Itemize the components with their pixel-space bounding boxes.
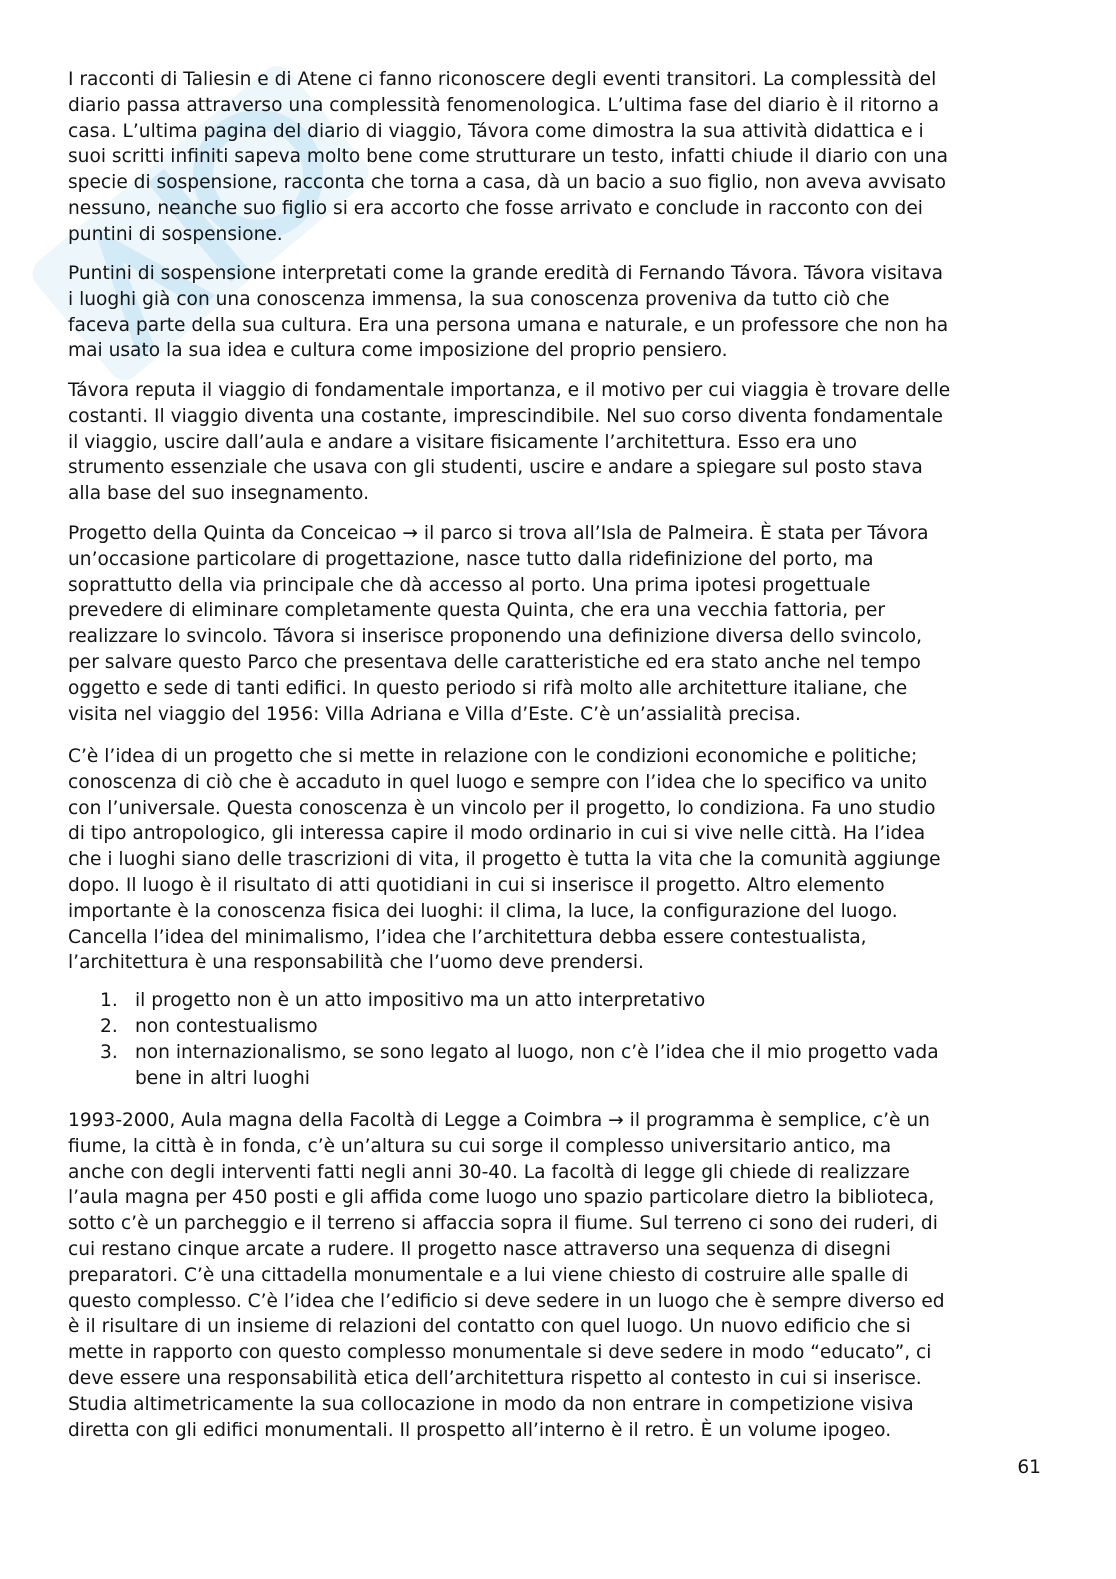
list-number: 1.: [100, 990, 118, 1011]
paragraph-line: dopo. Il luogo è il risultato di atti quotidiani in cui si inserisce il progetto. Altro elemento: [68, 875, 885, 896]
paragraph-line: sotto c’è un parcheggio e il terreno si affaccia sopra il fiume. Sul terreno ci sono dei ruderi, di: [68, 1213, 938, 1235]
paragraph-line: nessuno, neanche suo figlio si era accorto che fosse arrivato e conclude in racconto con dei: [68, 198, 923, 219]
paragraph-line: è il risultare di un insieme di relazioni del contatto con quel luogo. Un nuovo edificio che si: [68, 1316, 911, 1338]
paragraph-line: oggetto e sede di tanti edifici. In questo periodo si rifà molto alle architetture italiane, che: [68, 677, 908, 699]
list-item-line: il progetto non è un atto impositivo ma un atto interpretativo: [135, 990, 706, 1011]
paragraph-line: per salvare questo Parco che presentava delle caratteristiche ed era stato anche nel tempo: [68, 652, 921, 673]
paragraph-line: I racconti di Taliesin e di Atene ci fanno riconoscere degli eventi transitori. La complessità del: [68, 69, 937, 90]
paragraph-line: Studia altimetricamente la sua collocazione in modo da non entrare in competizione visiva: [68, 1393, 914, 1415]
paragraph-line: Távora reputa il viaggio di fondamentale importanza, e il motivo per cui viaggia è trovare delle: [68, 380, 951, 401]
paragraph-line: soprattutto della via principale che dà accesso al porto. Una prima ipotesi progettuale: [68, 574, 871, 596]
paragraph-line: 1993-2000, Aula magna della Facoltà di Legge a Coimbra → il programma è semplice, c’è un: [68, 1110, 930, 1131]
list-item-line: non internazionalismo, se sono legato al luogo, non c’è l’idea che il mio progetto vada: [135, 1042, 939, 1063]
paragraph-line: importante è la conoscenza fisica dei luoghi: il clima, la luce, la configurazione del luogo.: [68, 900, 898, 922]
page-number: 61: [1017, 1457, 1041, 1478]
list-item-line: non contestualismo: [135, 1016, 318, 1037]
paragraph-line: alla base del suo insegnamento.: [68, 483, 369, 505]
paragraph-line: realizzare lo svincolo. Távora si inserisce proponendo una definizione diversa dello svincolo,: [68, 626, 923, 648]
paragraph-line: specie di sospensione, racconta che torna a casa, dà un bacio a suo figlio, non aveva avvisato: [68, 172, 946, 194]
list-item-line: bene in altri luoghi: [135, 1067, 310, 1089]
paragraph-line: C’è l’idea di un progetto che si mette in relazione con le condizioni economiche e politiche;: [68, 746, 918, 767]
paragraph-line: di tipo antropologico, gli interessa capire il modo ordinario in cui si vive nelle città. Ha l’idea: [68, 823, 926, 845]
paragraph-line: Progetto della Quinta da Conceicao → il parco si trova all’Isla de Palmeira. È stata per Távora: [68, 523, 929, 544]
paragraph-line: i luoghi già con una conoscenza immensa, la sua conoscenza proveniva da tutto ciò che: [68, 288, 890, 310]
paragraph-line: l’architettura è una responsabilità che l’uomo deve prendersi.: [68, 952, 644, 974]
paragraph-line: l’aula magna per 450 posti e gli affida come luogo uno spazio particolare dietro la biblioteca,: [68, 1187, 935, 1209]
paragraph-line: costanti. Il viaggio diventa una costante, imprescindibile. Nel suo corso diventa fondamentale: [68, 405, 943, 427]
paragraph-line: conoscenza di ciò che è accaduto in quel luogo e sempre con l’idea che lo specifico va unito: [68, 771, 928, 793]
paragraph-line: diretta con gli edifici monumentali. Il prospetto all’interno è il retro. È un volume ipogeo.: [68, 1419, 892, 1441]
paragraph-line: diario passa attraverso una complessità fenomenologica. L’ultima fase del diario è il ritorno a: [68, 94, 940, 116]
paragraph-line: suoi scritti infiniti sapeva molto bene come strutturare un testo, infatti chiude il diario con una: [68, 146, 948, 168]
list-number: 3.: [100, 1042, 118, 1063]
paragraph-line: cui restano cinque arcate a rudere. Il progetto nasce attraverso una sequenza di disegni: [68, 1239, 891, 1260]
paragraph-line: prevedere di eliminare completamente questa Quinta, che era una vecchia fattoria, per: [68, 600, 885, 622]
paragraph-line: che i luoghi siano delle trascrizioni di vita, il progetto è tutta la vita che la comunità aggiunge: [68, 849, 941, 871]
paragraph-line: preparatori. C’è una cittadella monumentale e a lui viene chiesto di costruire alle spalle di: [68, 1264, 909, 1286]
paragraph-line: questo complesso. C’è l’idea che l’edificio si deve sedere in un luogo che è sempre diverso ed: [68, 1290, 945, 1312]
paragraph-line: il viaggio, uscire dall’aula e andare a visitare fisicamente l’architettura. Esso era uno: [68, 431, 857, 453]
paragraph-line: con l’universale. Questa conoscenza è un vincolo per il progetto, lo condiziona. Fa uno studio: [68, 797, 936, 819]
paragraph-line: faceva parte della sua cultura. Era una persona umana e naturale, e un professore che non ha: [68, 314, 949, 336]
paragraph-line: casa. L’ultima pagina del diario di viaggio, Távora come dimostra la sua attività didattica e i: [68, 120, 924, 142]
paragraph-line: puntini di sospensione.: [68, 223, 283, 245]
paragraph-line: visita nel viaggio del 1956: Villa Adriana e Villa d’Este. C’è un’assialità precisa.: [68, 703, 801, 725]
paragraph-line: anche con degli interventi fatti negli anni 30-40. La facoltà di legge gli chiede di realizzare: [68, 1161, 910, 1183]
paragraph-line: Puntini di sospensione interpretati come la grande eredità di Fernando Távora. Távora visitava: [68, 263, 944, 284]
paragraph-line: fiume, la città è in fonda, c’è un’altura su cui sorge il complesso universitario antico, ma: [68, 1135, 892, 1157]
list-number: 2.: [100, 1016, 118, 1037]
paragraph-line: un’occasione particolare di progettazione, nasce tutto dalla ridefinizione del porto, ma: [68, 548, 874, 570]
paragraph-line: mette in rapporto con questo complesso monumentale si deve sedere in modo “educato”, ci: [68, 1342, 932, 1364]
paragraph-line: mai usato la sua idea e cultura come imposizione del proprio pensiero.: [68, 340, 728, 362]
paragraph-line: deve essere una responsabilità etica dell’architettura rispetto al contesto in cui si inserisce.: [68, 1368, 922, 1389]
paragraph-line: strumento essenziale che usava con gli studenti, uscire e andare a spiegare sul posto stava: [68, 457, 923, 479]
paragraph-line: Cancella l’idea del minimalismo, l’idea che l’architettura debba essere contestualista,: [68, 926, 867, 948]
